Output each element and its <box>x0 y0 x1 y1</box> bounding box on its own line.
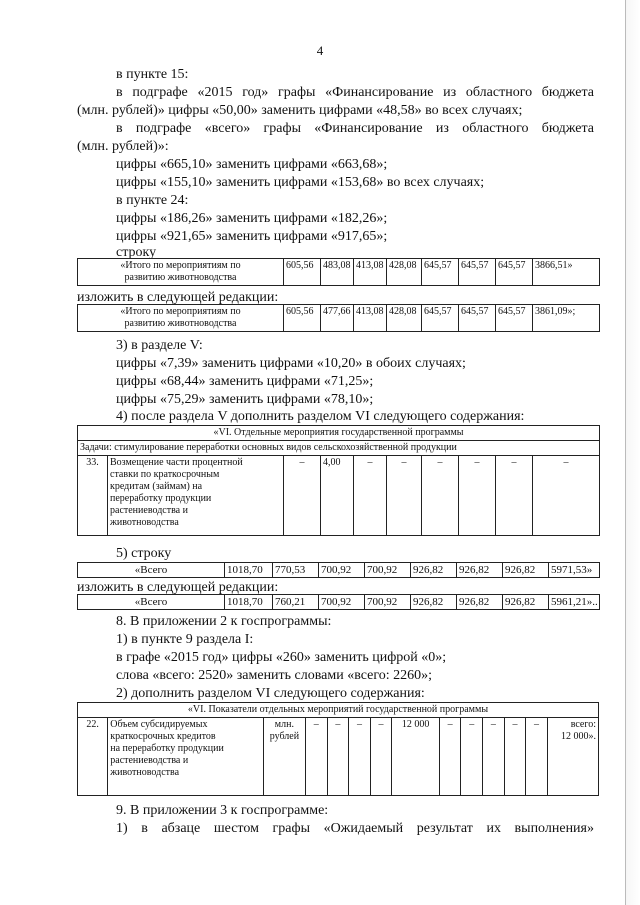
total-value: 926,82 <box>503 595 549 610</box>
section-vi-table <box>77 425 600 536</box>
total-value: 700,92 <box>319 563 365 578</box>
row-cell: – <box>461 718 483 796</box>
row-new-table <box>77 304 600 332</box>
text-line: цифры «665,10» заменить цифрами «663,68»; <box>116 157 388 172</box>
text-line: цифры «7,39» заменить цифрами «10,20» в обоих случаях; <box>116 356 466 371</box>
row-label: «Итого по мероприятиям по развитию животноводства <box>78 259 284 286</box>
row-number: 33. <box>78 456 108 536</box>
total-value: 700,92 <box>365 563 411 578</box>
row-value: 645,57 <box>459 259 496 286</box>
text-line: в пункте 15: <box>116 67 189 82</box>
total-value: 5961,21».. <box>549 595 600 610</box>
row-cell: – <box>533 456 600 536</box>
text-line: 4) после раздела V дополнить разделом VI следующего содержания: <box>116 409 525 424</box>
row-cell: – <box>504 718 526 796</box>
text-line: цифры «68,44» заменить цифрами «71,25»; <box>116 374 374 389</box>
total-value: 760,21 <box>273 595 319 610</box>
row-old-table <box>77 258 600 286</box>
text-line: 5) строку <box>116 546 172 561</box>
total-value: 926,82 <box>411 563 457 578</box>
row-value: 645,57 <box>422 305 459 332</box>
section-title: «VI. Отдельные мероприятия государственной программы <box>78 426 600 441</box>
row-description: Объем субсидируемых краткосрочных кредитов на переработку продукции растениеводства и животноводства <box>108 718 264 796</box>
row-value: 645,57 <box>422 259 459 286</box>
row-value: 428,08 <box>387 259 422 286</box>
total-value: 1018,70 <box>225 563 273 578</box>
total-value: 926,82 <box>457 563 503 578</box>
text-line: 1) в абзаце шестом графы «Ожидаемый результат их выполнения» <box>116 821 594 836</box>
row-value: 645,57 <box>459 305 496 332</box>
row-unit: млн. рублей <box>263 718 305 796</box>
text-line: в графе «2015 год» цифры «260» заменить цифрой «0»; <box>116 650 447 665</box>
total-value: 1018,70 <box>225 595 273 610</box>
row-value: 3861,09»; <box>533 305 600 332</box>
row-cell: – <box>327 718 349 796</box>
text-line: цифры «921,65» заменить цифрами «917,65»; <box>116 229 388 244</box>
row-cell: – <box>439 718 461 796</box>
row-cell: – <box>483 718 505 796</box>
text-line: 3) в разделе V: <box>116 338 203 353</box>
row-cell: 12 000 <box>392 718 440 796</box>
row-label: «Итого по мероприятиям по развитию животноводства <box>78 305 284 332</box>
text-line: (млн. рублей)»: <box>77 139 169 154</box>
row-cell: – <box>459 456 496 536</box>
row-cell: 4,00 <box>321 456 354 536</box>
total-value: 926,82 <box>411 595 457 610</box>
row-cell: – <box>354 456 387 536</box>
text-line: 9. В приложении 3 к госпрограмме: <box>116 803 329 818</box>
row-value: 645,57 <box>496 259 533 286</box>
row-value: 3866,51» <box>533 259 600 286</box>
text-line: изложить в следующей редакции: <box>77 290 279 305</box>
row-cell: – <box>284 456 321 536</box>
section-tasks: Задачи: стимулирование переработки основных видов сельскохозяйственной продукции <box>78 441 600 456</box>
text-line: в подграфе «всего» графы «Финансирование из областного бюджета <box>116 121 594 136</box>
row-value: 605,56 <box>284 305 321 332</box>
text-line: цифры «186,26» заменить цифрами «182,26»; <box>116 211 388 226</box>
row-value: 645,57 <box>496 305 533 332</box>
row-value: 477,66 <box>321 305 354 332</box>
row-value: 413,08 <box>354 305 387 332</box>
total-old-table <box>77 562 600 578</box>
indicators-table <box>77 702 599 796</box>
row-cell: – <box>526 718 548 796</box>
text-line: слова «всего: 2520» заменить словами «всего: 2260»; <box>116 668 433 683</box>
row-cell: – <box>370 718 392 796</box>
total-label: «Всего <box>78 563 225 578</box>
row-value: 483,08 <box>321 259 354 286</box>
row-value: 428,08 <box>387 305 422 332</box>
row-cell: – <box>349 718 371 796</box>
row-cell: – <box>422 456 459 536</box>
scan-edge <box>625 0 640 905</box>
total-value: 926,82 <box>503 563 549 578</box>
text-line: строку <box>116 245 157 260</box>
row-value: 413,08 <box>354 259 387 286</box>
page-number: 4 <box>316 43 324 58</box>
total-value: 700,92 <box>319 595 365 610</box>
text-line: 2) дополнить разделом VI следующего содержания: <box>116 686 425 701</box>
row-description: Возмещение части процентной ставки по краткосрочным кредитам (займам) на переработку продукции растениеводства и животноводства <box>108 456 284 536</box>
total-label: «Всего <box>78 595 225 610</box>
text-line: в подграфе «2015 год» графы «Финансирование из областного бюджета <box>116 85 594 100</box>
row-cell: – <box>305 718 327 796</box>
indicators-title: «VI. Показатели отдельных мероприятий государственной программы <box>78 703 599 718</box>
text-line: цифры «155,10» заменить цифрами «153,68» во всех случаях; <box>116 175 485 190</box>
total-value: 5971,53» <box>549 563 600 578</box>
total-new-table <box>77 594 600 610</box>
row-total: всего: 12 000». <box>547 718 598 796</box>
text-line: 1) в пункте 9 раздела I: <box>116 632 254 647</box>
total-value: 926,82 <box>457 595 503 610</box>
row-cell: – <box>496 456 533 536</box>
total-value: 700,92 <box>365 595 411 610</box>
text-line: в пункте 24: <box>116 193 189 208</box>
total-value: 770,53 <box>273 563 319 578</box>
row-value: 605,56 <box>284 259 321 286</box>
text-line: 8. В приложении 2 к госпрограммы: <box>116 614 332 629</box>
row-cell: – <box>387 456 422 536</box>
text-line: (млн. рублей)» цифры «50,00» заменить цифрами «48,58» во всех случаях; <box>77 103 523 118</box>
text-line: изложить в следующей редакции: <box>77 580 279 595</box>
text-line: цифры «75,29» заменить цифрами «78,10»; <box>116 392 374 407</box>
row-number: 22. <box>78 718 108 796</box>
